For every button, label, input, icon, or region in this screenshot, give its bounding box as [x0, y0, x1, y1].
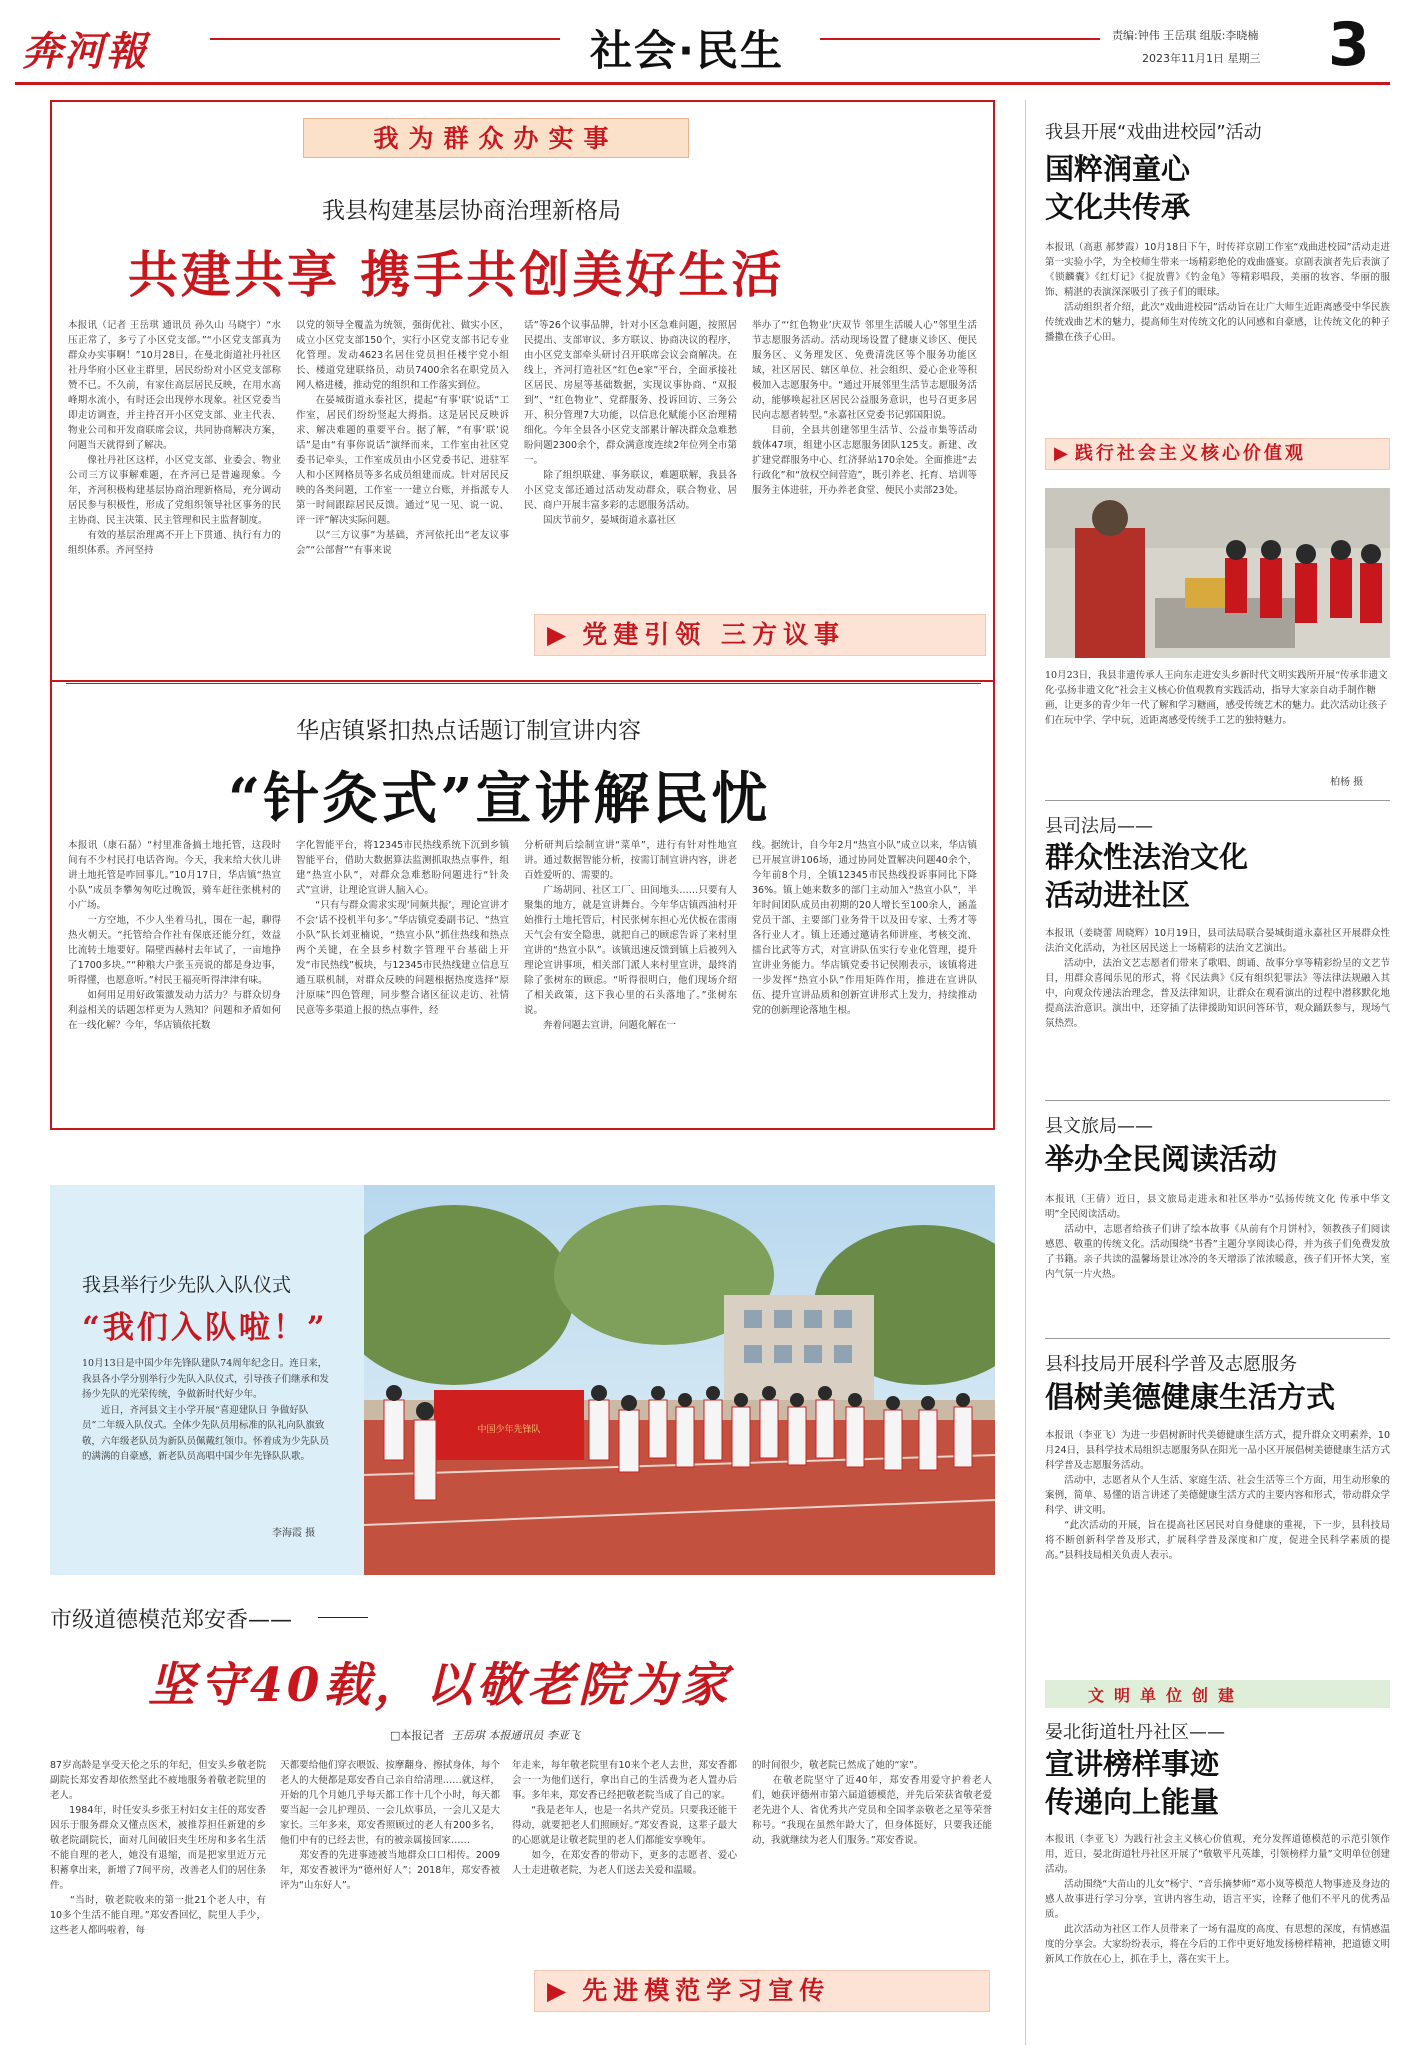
issue-date: 2023年11月1日 星期三 — [1142, 52, 1261, 65]
story4-tag-bar — [534, 1970, 990, 2012]
story4-column-4: 的时间很少，敬老院已然成了她的“家”。 在敬老院坚守了近40年，郑安香用爱守护着老人们，她获评德州市第六届道德模范，并先后荣获省敬老爱老先进个人、省优秀共产党员和全国孝亲敬老之星等荣誉称号。“我现在虽然年龄大了，但身体挺好，只要我还能动，我就继续为老人们服务。”郑安香说。 — [752, 1760, 992, 1846]
science-body: 本报讯（李亚飞）为进一步倡树新时代美德健康生活方式，提升群众文明素养，10月24日，县科学技术局组织志愿服务队在阳光一品小区开展倡树美德健康生活方式科学普及志愿服务活动。 活动中，志愿者从个人生活、家庭生活、社会生活等三个方面，用生动形象的案例，简单、易懂的语言讲述了美德健康生活方式的主要内容和形式，带动群众学科学、讲文明。 “此次活动的开展，旨在提高社区居民对自身健康的重视，下一步，县科技局将不断创新科学普及形式，扩展科学普及深度和广度，促进全民科学素质的提高。”县科技局相关负责人表示。 — [1045, 1430, 1390, 1561]
feature-tag-bar — [534, 614, 986, 656]
pioneer-ceremony-photo — [364, 1185, 995, 1575]
masthead-rule-right — [820, 38, 1100, 40]
feature-divider — [66, 683, 981, 684]
community-body: 本报讯（李亚飞）为践行社会主义核心价值观，充分发挥道德模范的示范引领作用，近日，晏北街道牡丹社区开展了“敬敬平凡英雄，引领榜样力量”文明单位创建活动。 活动围绕“大苗山的儿女”杨宁、“音乐摘梦师”邓小岚等模范人物事迹及身边的感人故事进行学习分享，宣讲内容生动，语言平实，诠释了他们不平凡的优秀品质。 此次活动为社区工作人员带来了一场有温度的高度、有思想的深度，有情感温度的分享会。大家纷纷表示，将在今后的工作中更好地发扬榜样精神，把道德文明新风工作放在心上，抓在手上，落在实干上。 — [1045, 1834, 1390, 1965]
science-headline: 倡树美德健康生活方式 — [1045, 1380, 1336, 1414]
opera-kicker: 我县开展“戏曲进校园”活动 — [1045, 122, 1262, 143]
story2-column-text-1: 本报讯（康石磊）“村里准备搞土地托管，这段时间有不少村民打电话咨询。今天，我来给大伙儿讲讲土地托管是咋回事儿。”10月17日，华店镇“热宣小队”成员李攀匆匆吃过晚饭，骑车赶往张桃村的小广场。 一方空地，不少人坐着马扎，围在一起，聊得热火朝天。“托管给合作社有保底还能分红，效益比流转土地要好。隔壁西赫村去年试了，一亩地挣了1700多块。”“种粮大户张玉亮说的都是身边事，听得懂，也愿意听。”村民王福亮听得津津有味。 如何用足用好政策激发动力活力？与群众切身利益相关的话题怎样更为人熟知？问题和矛盾如何在一线化解？今年，华店镇依托数 — [68, 840, 281, 1031]
flag-text: 中国少年先锋队 — [477, 1425, 541, 1435]
reading-headline: 举办全民阅读活动 — [1045, 1142, 1278, 1176]
pioneer-headline: “我们入队啦！” — [82, 1310, 328, 1346]
story4-headline: 坚守40载，以敬老院为家 — [148, 1658, 732, 1713]
story2-headline: “针灸式”宣讲解民忧 — [228, 766, 771, 832]
right-divider-2 — [1045, 1100, 1390, 1101]
feature-banner — [303, 118, 689, 158]
feature-banner-text: 我为群众办实事 — [373, 124, 619, 153]
story2-box — [50, 680, 995, 682]
story4-byline — [390, 1727, 580, 1743]
story4-byline-names: 王岳琪 本报通讯员 李亚飞 — [451, 1729, 580, 1742]
justice-headline-1: 群众性法治文化 — [1045, 840, 1249, 874]
feature-tag-text: 党建引领 三方议事 — [582, 620, 845, 649]
science-kicker: 县科技局开展科学普及志愿服务 — [1045, 1354, 1297, 1375]
story2-column-text-4: 线。据统计，自今年2月“热宣小队”成立以来，华店镇已开展宣讲106场，通过协同处置解决问题40余个，今年前8个月，全镇12345市民热线投诉事同比下降36%。镇上她来数多的部门主动加入“热宣小队”，半年时间团队成员由初期的20人增长至100余人，涵盖党员干部、主要部门业务骨干以及田专家、土秀才等各行业人才。镇上还通过邀请名师讲座、考核交流、擂台比武等方式，对宣讲队伍实行专业化管理，提升宣讲业务能力。华店镇党委书记侯刚表示，该镇将进一步发挥“热宣小队”作用矩阵作用，推进在宣讲队伍、提升宣讲品质和创新宣讲形式上发力，持续推动党的创新理论落地生根。 — [752, 840, 977, 1016]
community-headline-1: 宣讲榜样事迹 — [1045, 1747, 1220, 1781]
community-headline-2: 传递向上能量 — [1045, 1785, 1220, 1819]
feature-column-2: 以党的领导全覆盖为统领，强街优社、做实小区，成立小区党支部150个，实行小区党支部书记专业化管理。发动4623名居住党员担任楼宇党小组长、楼道党建联络员，动员7400余名在职党员入网人格进楼，推动党的组织和工作落实到位。 在晏城街道永泰社区，提起“有事‘联’说话”工作室，居民们纷纷竖起大拇指。这是居民反映诉求、解决难题的重要平台。据了解，“有事‘联’说话”是由“有事你说话”演绎而来，工作室由社区党委书记牵头，工作室成员由小区党委书记、进驻军人和小区网格员等多名成员组建而成。针对居民反映的各类问题，工作室一一建立台账，并指派专人第一时间跟踪居民反馈。通过“见一见、说一说、评一评”解决实际问题。 以“三方议事”为基础，齐河依托出“老友议事会”“公部督”“有事来说 — [296, 320, 509, 556]
page-number: 3 — [1328, 10, 1370, 80]
story4-column-3: 年走来，每年敬老院里有10来个老人去世，郑安香都会一一为他们送行，拿出自己的生活费为老人置办后事。多年来，郑安香已经把敬老院当成了自己的家。 “我是老年人，也是一名共产党员。只要我还能干得动，就要把老人们照顾好。”郑安香说，这辈子最大的心愿就是让敬老院里的老人们都能安享晚年。 如今，在郑安香的带动下，更多的志愿者、爱心人士走进敬老院，为老人们送去关爱和温暖。 — [512, 1760, 737, 1876]
story2-kicker: 华店镇紧扣热点话题订制宣讲内容 — [296, 718, 641, 744]
pioneer-photo-credit: 李海霞 摄 — [272, 1528, 316, 1539]
reading-body: 本报讯（王倩）近日，县文旅局走进永和社区举办“弘扬传统文化 传承中华文明”全民阅读活动。 活动中，志愿者给孩子们讲了绘本故事《从前有个月饼村》，领教孩子们阅读感恩、敬重的传统文化。活动围绕“书香”主题分享阅读心得，并为孩子们免费发放了书籍。亲子共读的温馨场景让冰冷的冬天增添了浓浓暖意，孩子们开怀大笑，室内气氛一片火热。 — [1045, 1194, 1390, 1280]
core-values-tag-text: 践行社会主义核心价值观 — [1074, 443, 1306, 464]
civilization-tag-text: 文明单位创建 — [1088, 1686, 1245, 1705]
story4-column-2: 天都要给他们穿衣喂饭、按摩翻身、擦拭身体，每个老人的大便都是郑安香自己亲自给清理……就这样，开始的几个月她几乎每天都工作十几个小时，每天都要当起一会儿护理员、一会儿炊事员，一会儿又是大家长。三年多来，郑安香照顾过的老人有200多名，他们中有的已经去世，有的被亲属接回家…… 郑安香的先进事迹被当地群众口口相传。2009年，郑安香被评为“德州好人”；2018年，郑安香被评为“山东好人”。 — [280, 1760, 500, 1891]
story4-tag-text: 先进模范学习宣传 — [582, 1976, 831, 2005]
masthead-rule-left — [210, 38, 560, 40]
core-values-tag-bar — [1045, 438, 1390, 470]
community-kicker: 晏北街道牡丹社区—— — [1045, 1722, 1225, 1743]
feature-column-1: 本报讯（记者 王岳琪 通讯员 孙久山 马晓宇）“水压正常了，多亏了小区党支部。”“小区党支部真为群众办实事啊！”10月28日，在曼北街道社丹社区社丹华府小区业主群里，居民纷纷对小区党支部称赞不已。不久前，有家住高层居民反映，在用水高峰期水流小，有时还会出现停水现象。社区党委当即走访调查，并主持召开小区党支部、业主代表、物业公司和开发商联席会议，共同协商解决方案，问题当天就得到了解决。 像社丹社区这样，小区党支部、业委会、物业公司三方议事解难题，在齐河已是普遍现象。今年，齐河积极构建基层协商治理新格局，充分调动居民参与积极性，形成了党组织领导社区事务的民主协商、民主决策、民主管理和民主监督制度。 有效的基层治理离不开上下贯通、执行有力的组织体系。齐河坚持 — [68, 320, 281, 556]
right-divider-3 — [1045, 1338, 1390, 1339]
feature-column-4: 举办了“‘红色物业’庆双节 邻里生活暖人心”邻里生活节志愿服务活动。活动现场设置了健康义诊区、便民服务区、义务理发区、免费清洗区等个服务功能区域，社区居民、辖区单位、社会组织、爱心企业等积极加入志愿服务中。“通过开展邻里生活节志愿服务活动，能够唤起社区居民公益服务意识，也号召更多居民向志愿者转型。”永嘉社区党委书记郭国阳说。 目前，全县共创建邻里生活节、公益市集等活动载体47项，组建小区志愿服务团队125支。新建、改扩建党群服务中心、红济驿站170余处。全面推进“去行政化”和“放权空间营造”，既引养老、托育、培训等服务主体进驻，开办养老食堂、便民小卖部23处。 — [752, 320, 977, 496]
opera-headline-1: 国粹润童心 — [1045, 152, 1191, 186]
story4-kicker-rule — [318, 1617, 368, 1618]
story4-column-1: 87岁高龄是享受天伦之乐的年纪，但安头乡敬老院副院长郑安香却依然坚此不疲地服务着敬老院里的老人。 1984年，时任安头乡张王村妇女主任的郑安香因乐于服务群众又懂点医术，被推荐担任新建的乡敬老院副院长，面对几间破旧夹生坯房和多名生活不能自理的老人，她没有退缩，而是把家里近万元积蓄拿出来，新增了7间平房，改善老人们的居住条件。 “当时，敬老院收来的第一批21个老人中，有10多个生活不能自理。”郑安香回忆，院里人手少，这些老人都吗啦着，每 — [50, 1760, 266, 1936]
sugar-painting-credit: 柏杨 摄 — [1330, 777, 1364, 788]
story2-column-text-3: 分析研判后绘制宣讲“菜单”，进行有针对性地宣讲。通过数据智能分析，按需订制宣讲内容，讲老百姓爱听的、需要的。 广场胡同、社区工厂、田间地头……只要有人聚集的地方，就是宣讲舞台。今年华店镇西油村开始推行土地托管后，村民张树东担心光伏板在雷雨天气会有安全隐患，就把自己的顾虑告诉了来村里宣讲的“热宣小队”。该镇迅速反馈到镇上后被列入理论宣讲事项，相关部门派人来村里宣讲，最终消除了张树东的顾虑。“听得很明白，他们现场介绍了相关政策，这下我心里的石头落地了。”张树东说。 奔着问题去宣讲，问题化解在一 — [524, 840, 737, 1031]
triangle-icon: ▶ — [1054, 443, 1071, 464]
editor-credit: 责编:钟伟 王岳琪 组版:李晓楠 — [1112, 29, 1259, 42]
right-divider-1 — [1045, 800, 1390, 801]
newspaper-logo: 奔河報 — [22, 28, 148, 75]
story4-byline-label: □本报记者 — [390, 1729, 445, 1742]
pioneer-kicker: 我县举行少先队入队仪式 — [82, 1274, 292, 1296]
sugar-painting-caption: 10月23日，我县非遗传承人王向东走进安头乡新时代文明实践所开展“传承非遗文化·弘扬非遗文化”社会主义核心价值观教育实践活动，指导大家亲自动手制作糖画，让更多的青少年一代了解和学习糖画，感受传统艺术的魅力。此次活动让孩子们在玩中学、学中玩，近距离感受传统手工艺的独特魅力。 — [1045, 670, 1388, 726]
sugar-painting-photo — [1045, 488, 1390, 658]
triangle-icon: ▶ — [547, 1976, 573, 2005]
pioneer-ceremony-image — [364, 1185, 995, 1575]
right-column-rule — [1025, 100, 1026, 2045]
triangle-icon: ▶ — [547, 620, 573, 649]
story2-column-text-2: 字化智能平台，将12345市民热线系统下沉到乡镇智能平台，借助大数据算法监测抓取热点事件，组建“热宣小队”，对群众急难愁盼问题进行“针灸式”宣讲，让理论宣讲人脑入心。 “只有与群众需求实现‘同频共振’，理论宣讲才不会‘话不投机半句多’。”华店镇党委副书记、“热宣小队”队长刘亚楠说，“热宣小队”抓住热线和热点两个关键，在全县乡村数字管理平台基础上开发“市民热线”板块，与12345市民热线建立信息互通互联机制，对群众反映的问题根据热度选择“原汁原味”四色管理，同步整合诸区征议走访、社情民意等多渠道上报的热点事件，经 — [296, 840, 509, 1016]
feature-column-3: 话”等26个议事品牌，针对小区急难问题，按照居民提出、支部审议、多方联议、协商决议的程序，由小区党支部牵头研讨召开联席会议会商解决。在线上，齐河打造社区“红色e家”平台，全面承接社区居民、房屋等基础数据，实现议事协商、“双报到”、“红色物业”、党群服务、投诉回访、三务公开、积分管理7大功能，以信息化赋能小区治理精细化。今年全县各小区党支部累计解决群众急难愁盼问题2300余个，群众满意度连续2年位列全市第一。 除了组织联建、事务联议，难题联解，我县各小区党支部还通过活动发动群众，联合物业、居民、商户开展丰富多彩的志愿服务活动。 国庆节前夕，晏城街道永嘉社区 — [524, 320, 737, 526]
justice-headline-2: 活动进社区 — [1045, 878, 1191, 912]
pioneer-body: 10月13日是中国少年先锋队建队74周年纪念日。连日来，我县各小学分别举行少先队入队仪式，引导孩子们继承和发扬少先队的光荣传统，争做新时代好少年。 近日，齐河县文主小学开展“喜迎建队日 争做好队员”二年级入队仪式。全体少先队员用标准的队礼向队旗致敬，六年级老队员为新队员佩戴红领巾。怀着成为少先队员的满满的自豪感，新老队员高唱中国少年先锋队队歌。 — [82, 1358, 330, 1462]
reading-kicker: 县文旅局—— — [1045, 1116, 1153, 1137]
sugar-painting-image — [1045, 488, 1390, 658]
justice-kicker: 县司法局—— — [1045, 816, 1153, 837]
justice-body: 本报讯（姜晓蕾 周晓辉）10月19日，县司法局联合晏城街道永嘉社区开展群众性法治文化活动，为社区居民送上一场精彩的法治文艺演出。 活动中，法治文艺志愿者们带来了歌唱、朗诵、故事分享等精彩纷呈的文艺节目，用群众喜闻乐见的形式，将《民法典》《反有组织犯罪法》等法律法规融入其中，向观众传递法治理念，普及法律知识，让群众在观看演出的过程中潜移默化地提高法治意识。演出中，还穿插了法律援助知识问答环节，观众踊跃参与，现场气氛热烈。 — [1045, 928, 1390, 1029]
opera-headline-2: 文化共传承 — [1045, 190, 1191, 224]
feature-headline: 共建共享 携手共创美好生活 — [128, 246, 785, 304]
opera-body: 本报讯（高惠 郝梦霞）10月18日下午，时传祥京剧工作室“戏曲进校园”活动走进第一实验小学，为全校师生带来一场精彩绝伦的戏曲盛宴。京剧表演者先后表演了《锁麟囊》《红灯记》《捉放曹》《钓金龟》等精彩唱段，美丽的妆容、华丽的服饰、精湛的表演深深吸引了孩子们的眼球。 活动组织者介绍，此次“戏曲进校园”活动旨在让广大师生近距离感受中华民族传统戏曲艺术的魅力，提高师生对传统文化的认同感和自豪感，让传统文化的种子播撒在孩子心田。 — [1045, 242, 1390, 343]
section-title: 社会·民生 — [590, 26, 784, 75]
story4-kicker: 市级道德模范郑安香—— — [50, 1608, 293, 1633]
masthead-underline — [15, 82, 1390, 85]
feature-kicker: 我县构建基层协商治理新格局 — [322, 198, 621, 224]
